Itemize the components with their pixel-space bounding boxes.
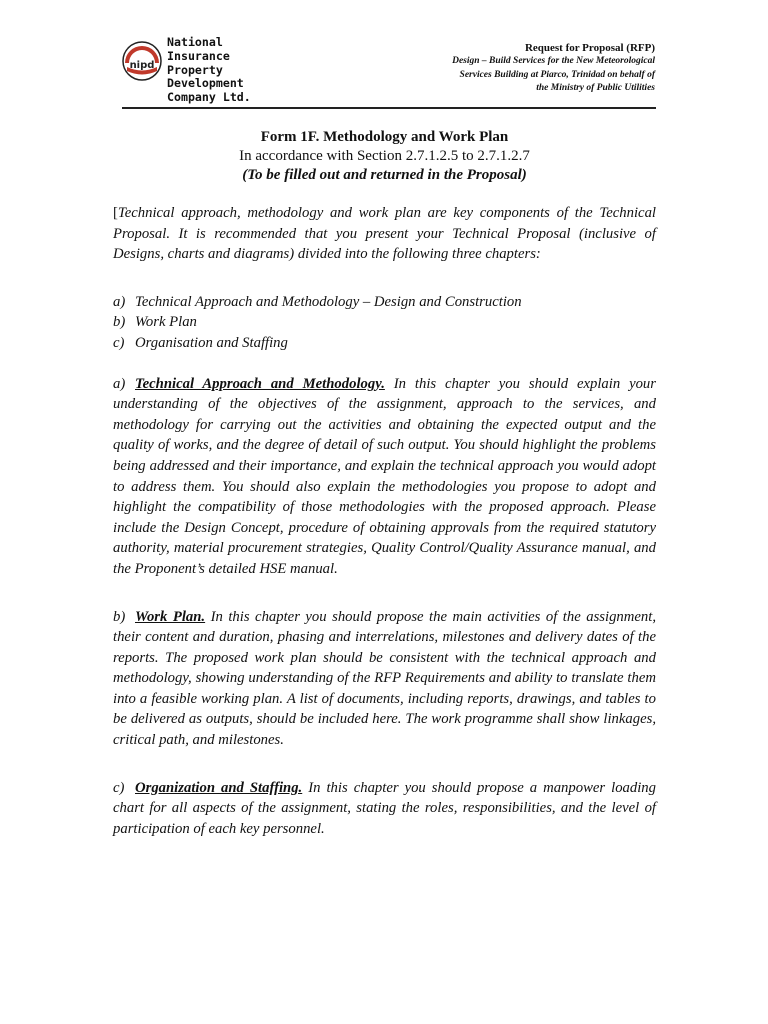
list-item-label: Work Plan (135, 314, 197, 331)
intro-text: Technical approach, methodology and work plan are key components of the Technical Proposal. It is recommended that you present your Technical Proposal (inclusive of Designs, charts and diagrams) divided into the following three chapters: (113, 205, 656, 263)
company-name-line: Property (167, 62, 223, 77)
form-heading (113, 127, 656, 185)
intro-bracket: [ (113, 205, 118, 221)
document-body (113, 203, 656, 866)
chapter-list (113, 292, 656, 354)
section-heading: Work Plan. (135, 608, 206, 625)
company-logo (122, 41, 162, 81)
section-marker: b) (113, 608, 126, 625)
list-item (113, 312, 656, 333)
rfp-description-line: the Ministry of Public Utilities (536, 83, 655, 93)
company-name-line: Development (167, 76, 244, 91)
list-item-label: Technical Approach and Methodology – Design and Construction (135, 293, 522, 310)
rfp-header (325, 41, 655, 96)
section-marker: a) (113, 375, 126, 392)
rfp-description-line: Services Building at Piarco, Trinidad on behalf of (459, 69, 655, 80)
list-marker: c) (113, 334, 125, 351)
company-name-line: Insurance (167, 48, 230, 63)
list-marker: b) (113, 314, 126, 331)
section-heading: Organization and Staffing. (135, 779, 303, 796)
section-work-plan (113, 607, 656, 751)
form-instruction: (To be filled out and returned in the Proposal) (242, 167, 527, 183)
company-name-line: National (167, 35, 223, 49)
list-item (113, 292, 656, 313)
section-technical-approach (113, 374, 656, 580)
form-subtitle: In accordance with Section 2.7.1.2.5 to 2.7.1.2.7 (239, 148, 530, 164)
section-text: In this chapter you should propose the main activities of the assignment, their content and duration, phasing and interrelations, milestones and delivery dates of the reports. The proposed work plan should be consistent with the technical approach and methodology, showing understanding of the RFP Requirements and ability to translate them into a feasible working plan. A list of documents, including reports, drawings, and tables to be delivered as outputs, should be included here. The work programme shall show linkages, critical path, and milestones. (113, 608, 657, 749)
list-marker: a) (113, 293, 126, 310)
list-item (113, 333, 656, 354)
company-name-line: Company Ltd. (167, 90, 251, 105)
section-text: In this chapter you should explain your understanding of the objectives of the assignment, approach to the services, and methodology for carrying out the activities and obtaining the expected output and the quality of works, and the degree of detail of such output. You should highlight the problems being addressed and their importance, and explain the technical approach you would adopt to address them. You should also explain the methodologies you propose to adopt and highlight the compatibility of those methodologies with the proposed approach. Please include the Design Concept, procedure of obtaining approvals from the required statutory authority, material procurement strategies, Quality Control/Quality Assurance manual, and the Proponent’s detailed HSE manual. (113, 375, 656, 577)
rfp-title: Request for Proposal (RFP) (524, 42, 655, 54)
list-item-label: Organisation and Staffing (135, 334, 288, 351)
header-divider (122, 107, 656, 109)
section-organization-staffing (113, 778, 656, 840)
rfp-description-line: Design – Build Services for the New Meteorological (452, 56, 655, 66)
company-name (167, 36, 277, 105)
form-title: Form 1F. Methodology and Work Plan (260, 129, 509, 145)
section-text: In this chapter you should propose a manpower loading chart for all aspects of the assignment, stating the roles, responsibilities, and the level of participation of each key personnel. (113, 779, 656, 837)
intro-paragraph (113, 203, 656, 265)
section-heading: Technical Approach and Methodology. (135, 375, 385, 392)
section-marker: c) (113, 779, 125, 796)
svg-text:nipd: nipd (129, 60, 155, 71)
